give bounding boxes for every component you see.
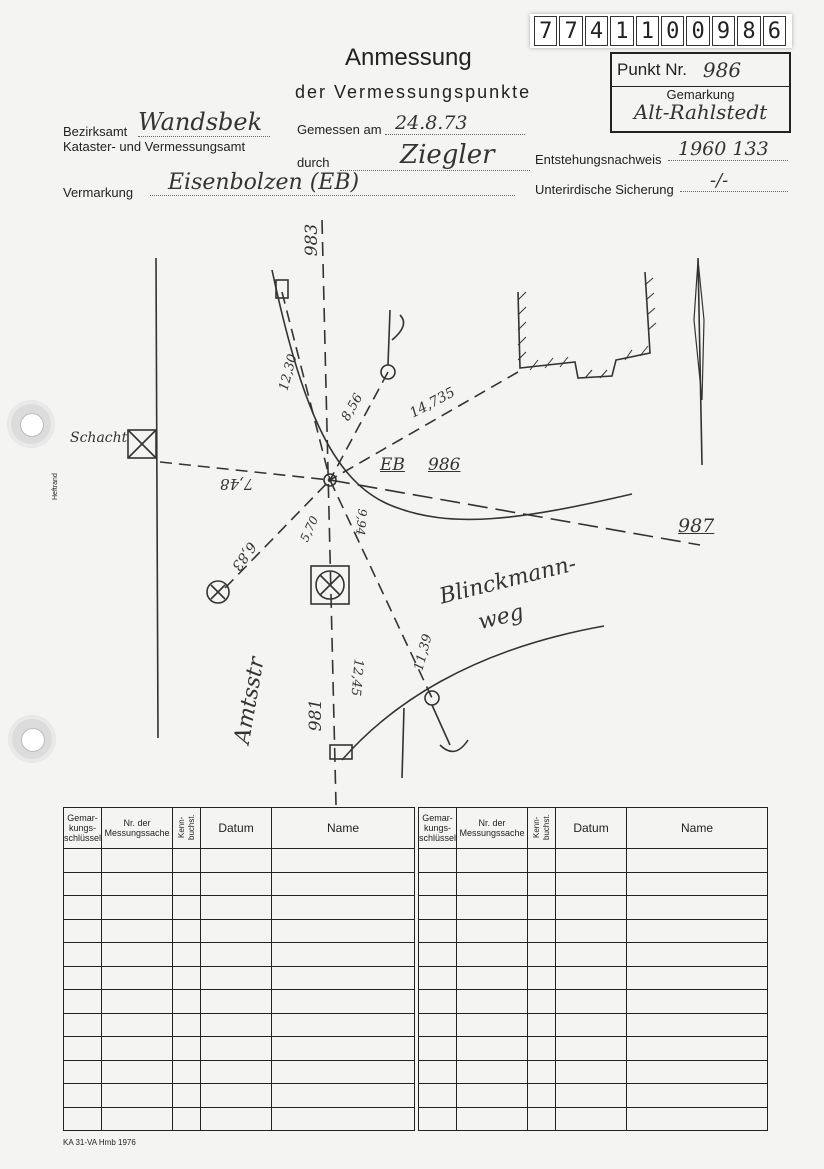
id-digit: 7 [534,16,557,46]
street-blinckmann-1: Blinckmann- [437,551,579,610]
table-cell[interactable] [556,1084,627,1108]
table-cell[interactable] [64,849,102,873]
gemessen-label: Gemessen am [297,122,382,137]
punkt-box [610,52,791,133]
table-cell[interactable] [528,1060,556,1084]
col-gemarkung: Gemar-kungs-schlüssel [419,808,457,849]
building-outline [518,272,650,378]
col-kennbuchst-label: Kenn-buchst. [176,814,196,840]
table-header-row [419,808,768,849]
table-cell[interactable] [272,896,415,920]
entstehung-value: 1960 133 [668,138,788,161]
table-cell[interactable] [457,943,528,967]
table-cell[interactable] [528,943,556,967]
table-cell[interactable] [272,1107,415,1131]
table-cell[interactable] [556,1060,627,1084]
page-title: Anmessung [345,44,472,71]
table-cell[interactable] [272,943,415,967]
id-digit: 1 [610,16,633,46]
dist-7-48: 7,48 [220,475,254,493]
table-row [64,990,415,1014]
table-cell[interactable] [173,1084,201,1108]
col-datum: Datum [201,808,272,849]
table-cell[interactable] [173,872,201,896]
kataster-label: Kataster- und Vermessungsamt [63,139,246,154]
table-cell[interactable] [457,896,528,920]
table-row [419,1013,768,1037]
table-cell[interactable] [102,1013,173,1037]
table-cell[interactable] [272,990,415,1014]
point-987-label: 987 [678,515,715,537]
table-cell[interactable] [102,849,173,873]
dist-14-735: 14,735 [407,384,458,422]
table-row [64,849,415,873]
gemarkung-label: Gemarkung [666,87,735,102]
record-table-right [418,807,768,1131]
id-digit: 6 [763,16,786,46]
table-row [419,1037,768,1061]
table-cell[interactable] [201,1037,272,1061]
durch-label: durch [297,155,330,170]
col-gemarkung: Gemar-kungs-schlüssel [64,808,102,849]
table-cell[interactable] [64,896,102,920]
table-cell[interactable] [173,943,201,967]
point-981-label: 981 [306,698,327,732]
boundary-line-left [156,258,158,738]
table-header-row [64,808,415,849]
table-cell[interactable] [64,1084,102,1108]
table-row [64,1084,415,1108]
table-row [419,1107,768,1131]
table-row [419,872,768,896]
ray-987 [330,480,700,545]
table-row [64,1060,415,1084]
eb-label: EB [380,455,405,475]
table-cell[interactable] [272,966,415,990]
record-table-left [63,807,415,1131]
table-row [419,849,768,873]
dist-12-30: 12,30 [276,352,301,393]
table-cell[interactable] [201,966,272,990]
table-row [64,1037,415,1061]
table-cell[interactable] [102,1037,173,1061]
id-digit: 1 [636,16,659,46]
table-cell[interactable] [627,849,768,873]
id-digit: 4 [585,16,608,46]
table-cell[interactable] [627,1107,768,1131]
point-986-label: 986 [428,455,461,475]
dist-11-39: 11,39 [411,632,436,673]
table-cell[interactable] [102,896,173,920]
survey-sketch [0,200,824,810]
table-cell[interactable] [528,1107,556,1131]
table-cell[interactable] [64,990,102,1014]
table-cell[interactable] [272,1013,415,1037]
table-cell[interactable] [457,990,528,1014]
table-cell[interactable] [528,990,556,1014]
table-cell[interactable] [556,966,627,990]
sicherung-value: -/- [680,170,788,192]
table-cell[interactable] [457,849,528,873]
id-digit: 9 [712,16,735,46]
punkt-label: Punkt Nr. [617,60,687,79]
table-cell[interactable] [419,990,457,1014]
col-nr: Nr. der Messungssache [457,808,528,849]
table-cell[interactable] [201,849,272,873]
table-cell[interactable] [556,919,627,943]
table-cell[interactable] [102,943,173,967]
table-cell[interactable] [64,1013,102,1037]
table-cell[interactable] [173,919,201,943]
table-cell[interactable] [102,872,173,896]
table-cell[interactable] [272,1037,415,1061]
table-cell[interactable] [528,1013,556,1037]
gemarkung-value: Alt-Rahlstedt [633,100,768,124]
table-cell[interactable] [528,872,556,896]
table-cell[interactable] [201,919,272,943]
vermarkung-value: Eisenbolzen (EB) [150,170,515,196]
table-cell[interactable] [627,1060,768,1084]
table-cell[interactable] [64,943,102,967]
dist-5-70: 5,70 [297,513,322,545]
id-digit: 7 [559,16,582,46]
col-kennbuchst-label: Kenn-buchst. [531,814,551,840]
table-cell[interactable] [627,1013,768,1037]
form-footer: KA 31-VA Hmb 1976 [63,1138,136,1147]
table-cell[interactable] [201,1013,272,1037]
table-cell[interactable] [64,1107,102,1131]
table-cell[interactable] [201,1084,272,1108]
page-subtitle: der Vermessungspunkte [295,82,532,102]
street-amtsstr: Amtsstr [229,655,270,746]
table-cell[interactable] [173,1013,201,1037]
table-cell[interactable] [173,990,201,1014]
table-row [419,943,768,967]
table-cell[interactable] [173,849,201,873]
table-cell[interactable] [627,872,768,896]
table-cell[interactable] [201,896,272,920]
id-digit: 0 [661,16,684,46]
table-cell[interactable] [272,1060,415,1084]
table-cell[interactable] [173,1107,201,1131]
table-cell[interactable] [556,849,627,873]
table-cell[interactable] [173,1060,201,1084]
table-cell[interactable] [457,966,528,990]
table-cell[interactable] [528,896,556,920]
table-row [64,1107,415,1131]
table-cell[interactable] [556,990,627,1014]
table-cell[interactable] [556,1107,627,1131]
table-cell[interactable] [102,966,173,990]
vermarkung-label: Vermarkung [63,185,134,200]
table-cell[interactable] [272,1084,415,1108]
table-cell[interactable] [419,1107,457,1131]
table-cell[interactable] [457,1013,528,1037]
id-digit: 0 [686,16,709,46]
table-cell[interactable] [201,872,272,896]
table-row [64,1013,415,1037]
table-cell[interactable] [627,966,768,990]
table-cell[interactable] [64,919,102,943]
point-983-label: 983 [302,223,323,257]
lamp-bottom [425,691,439,705]
table-cell[interactable] [102,1060,173,1084]
table-cell[interactable] [64,1037,102,1061]
dist-6-83: 6,83 [228,538,260,574]
bezirksamt-value: Wandsbek [138,108,270,137]
table-cell[interactable] [627,919,768,943]
table-cell[interactable] [419,849,457,873]
entstehung-label: Entstehungsnachweis [535,152,662,167]
table-row [64,919,415,943]
dist-12-45: 12,45 [347,658,366,697]
table-row [419,1084,768,1108]
table-cell[interactable] [201,990,272,1014]
table-cell[interactable] [272,872,415,896]
table-cell[interactable] [419,1084,457,1108]
col-name: Name [272,808,415,849]
table-cell[interactable] [627,896,768,920]
table-cell[interactable] [457,1060,528,1084]
col-name: Name [627,808,768,849]
punkt-value: 986 [702,58,742,82]
table-row [64,966,415,990]
table-row [64,872,415,896]
bezirksamt-label: Bezirksamt [63,124,128,139]
table-cell[interactable] [201,1060,272,1084]
table-row [419,1060,768,1084]
table-cell[interactable] [528,966,556,990]
table-row [64,943,415,967]
dist-9-94: 9,94 [353,508,370,536]
table-row [419,896,768,920]
schacht-label: Schacht [70,430,128,446]
table-cell[interactable] [272,849,415,873]
table-cell[interactable] [419,1060,457,1084]
table-cell[interactable] [556,896,627,920]
table-row [419,990,768,1014]
street-blinckmann-2: weg [475,599,527,636]
table-row [419,919,768,943]
col-kennbuchst [528,808,556,849]
table-cell[interactable] [419,872,457,896]
table-cell[interactable] [556,1013,627,1037]
table-cell[interactable] [272,919,415,943]
table-cell[interactable] [457,1107,528,1131]
table-cell[interactable] [457,919,528,943]
id-digit: 8 [737,16,760,46]
road-curve-lower [342,626,604,760]
table-cell[interactable] [64,1060,102,1084]
durch-value: Ziegler [340,140,530,171]
table-cell[interactable] [627,1084,768,1108]
table-cell[interactable] [528,1037,556,1061]
table-cell[interactable] [419,943,457,967]
table-cell[interactable] [556,1037,627,1061]
table-cell[interactable] [64,966,102,990]
table-cell[interactable] [102,919,173,943]
table-cell[interactable] [173,966,201,990]
col-datum: Datum [556,808,627,849]
table-cell[interactable] [173,896,201,920]
table-cell[interactable] [201,943,272,967]
col-nr: Nr. der Messungssache [102,808,173,849]
table-cell[interactable] [102,990,173,1014]
table-cell[interactable] [457,1084,528,1108]
table-cell[interactable] [528,849,556,873]
table-cell[interactable] [102,1084,173,1108]
table-cell[interactable] [419,1013,457,1037]
table-cell[interactable] [201,1107,272,1131]
sicherung-label: Unterirdische Sicherung [535,182,674,197]
table-cell[interactable] [528,1084,556,1108]
table-row [64,896,415,920]
table-cell[interactable] [64,872,102,896]
table-cell[interactable] [556,872,627,896]
table-cell[interactable] [528,919,556,943]
table-row [419,966,768,990]
table-cell[interactable] [627,990,768,1014]
table-cell[interactable] [173,1037,201,1061]
table-cell[interactable] [627,943,768,967]
table-cell[interactable] [419,896,457,920]
gemessen-value: 24.8.73 [385,112,525,135]
table-cell[interactable] [102,1107,173,1131]
table-cell[interactable] [556,943,627,967]
table-cell[interactable] [419,966,457,990]
table-cell[interactable] [419,1037,457,1061]
id-number-label [530,14,792,48]
heftrand-label: Heftrand [52,473,59,500]
col-kennbuchst [173,808,201,849]
table-cell[interactable] [419,919,457,943]
table-cell[interactable] [457,1037,528,1061]
table-cell[interactable] [457,872,528,896]
dist-8-56: 8,56 [338,391,367,424]
table-cell[interactable] [627,1037,768,1061]
road-line-lower [402,708,404,778]
